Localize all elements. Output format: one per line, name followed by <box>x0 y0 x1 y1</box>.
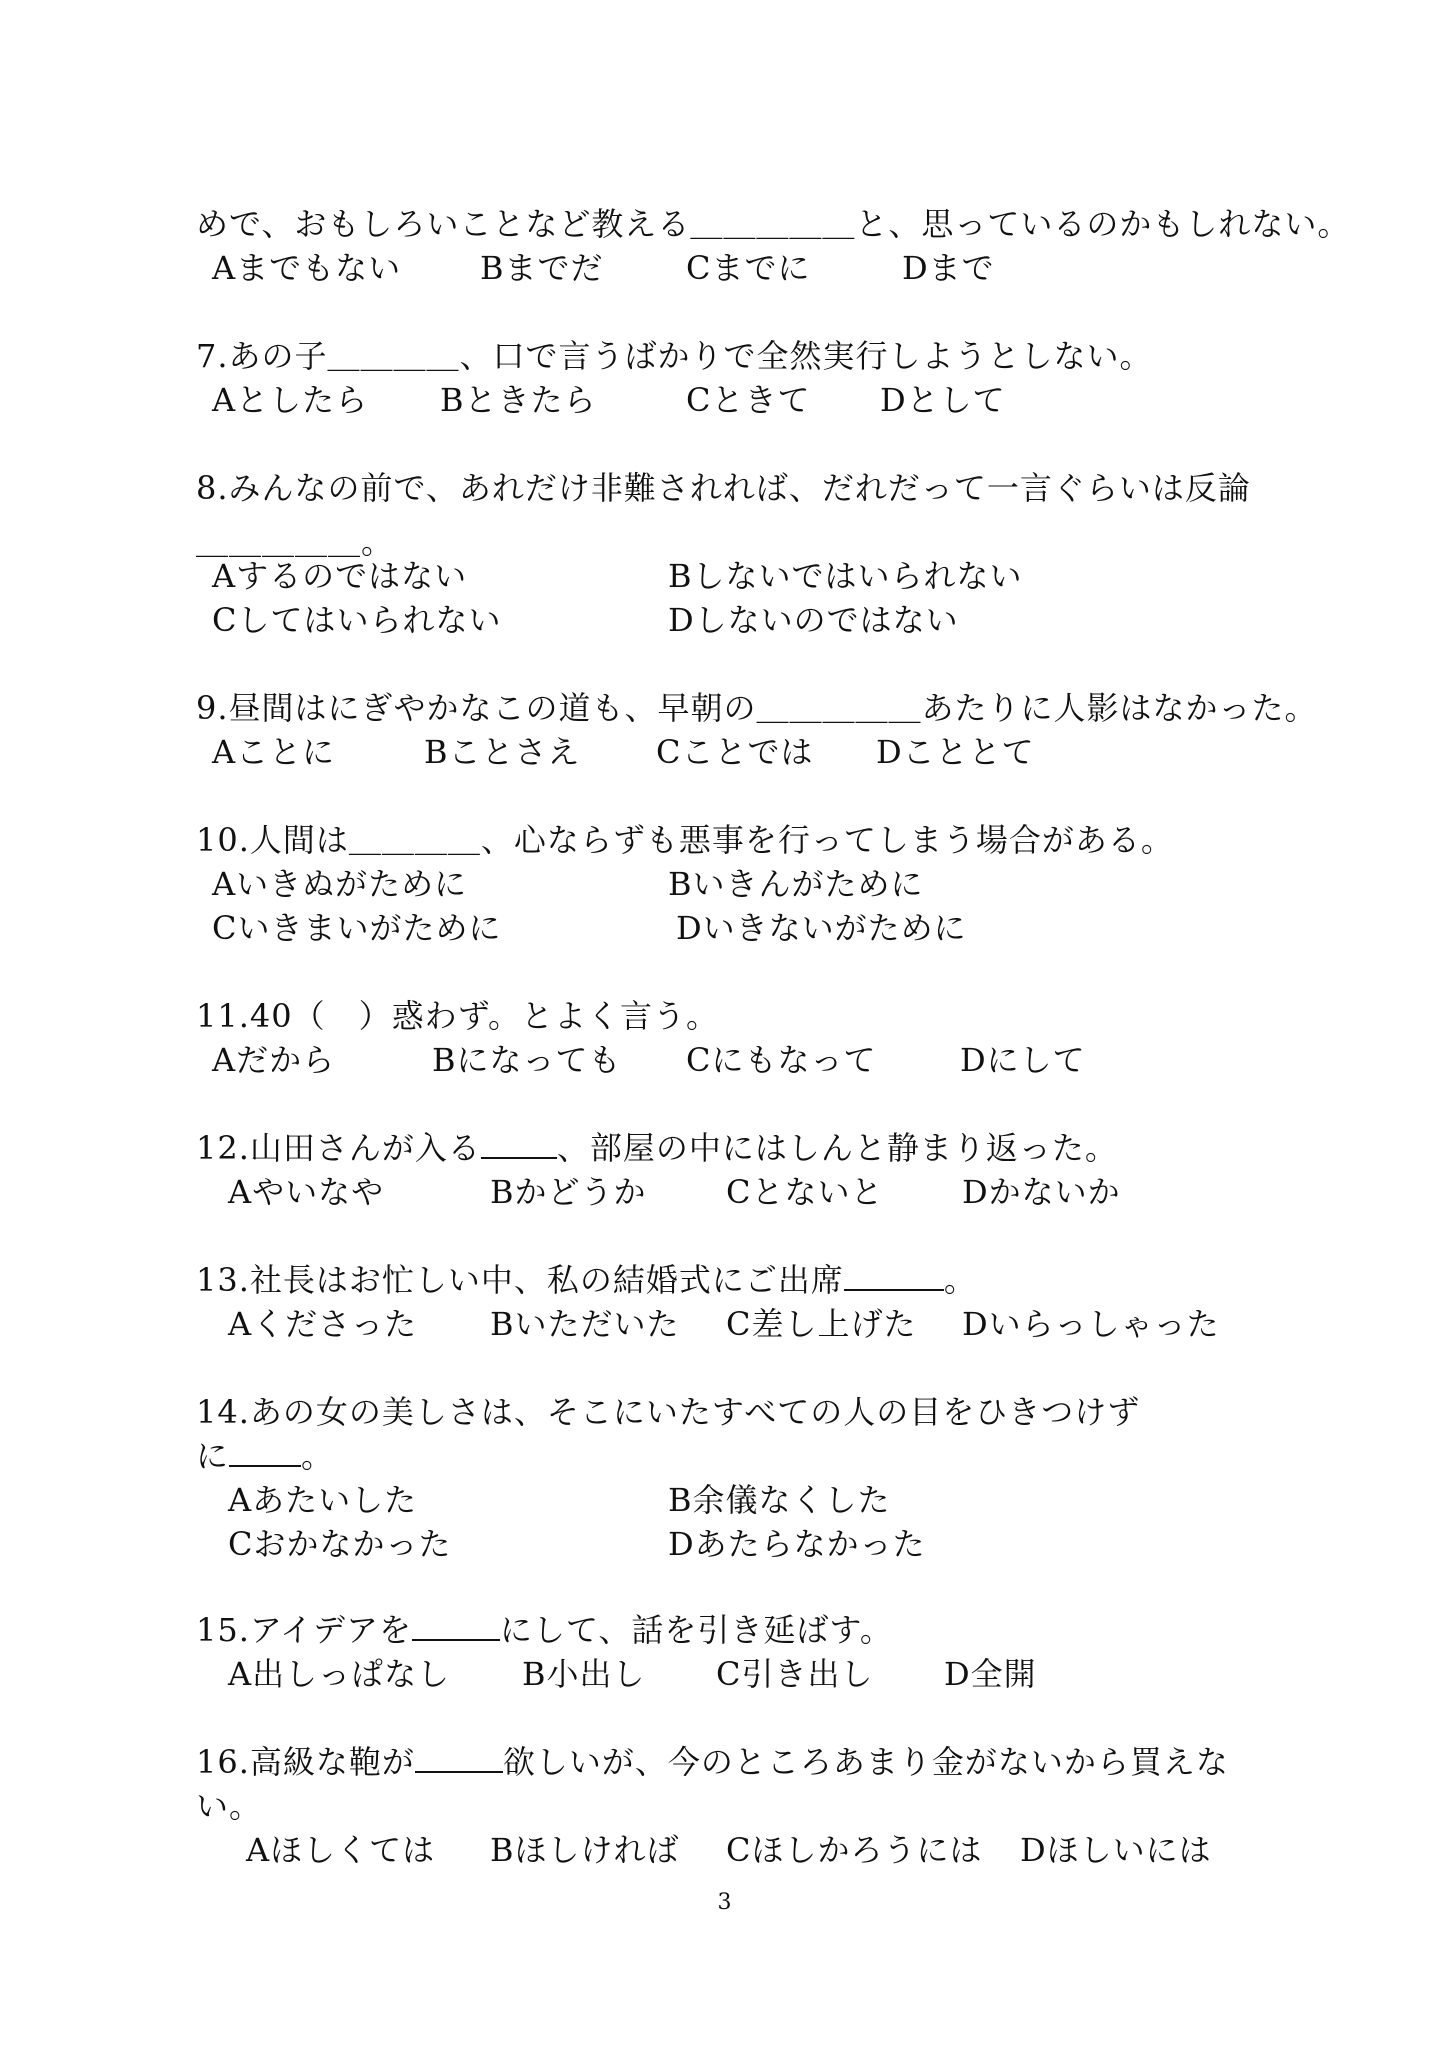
question-6 <box>196 202 1351 246</box>
stem-text-before-blank: 12.山田さんが入る <box>196 1129 481 1167</box>
option-c: Cいきまいがために <box>212 909 502 947</box>
option-a: Aことに <box>212 733 336 771</box>
option-d: Dしないのではない <box>668 601 959 639</box>
option-a: Aあたいした <box>228 1481 418 1519</box>
option-b: Bになっても <box>432 1041 622 1079</box>
question-9 <box>196 686 1318 730</box>
option-b: Bかどうか <box>490 1173 647 1211</box>
answer-blank <box>481 1127 557 1159</box>
question-stem-continued: ＿＿＿＿＿。 <box>196 523 395 561</box>
option-a: Aほしくては <box>246 1831 436 1869</box>
option-b: Bほしければ <box>490 1831 680 1869</box>
stem-text-before-blank: 16.高級な鞄が <box>196 1743 415 1781</box>
option-d: Dかないか <box>962 1173 1121 1211</box>
page-number: 3 <box>717 1890 732 1915</box>
question-11 <box>196 994 1276 1038</box>
stem-text-after-blank: にして、話を引き延ばす。 <box>500 1611 893 1649</box>
question-stem: めで、おもしろいことなど教える＿＿＿＿＿と、思っているのかもしれない。 <box>196 205 1351 243</box>
question-stem: 11.40（ ）惑わず。とよく言う。 <box>196 997 720 1035</box>
question-12 <box>196 1126 1276 1170</box>
stem-text-before-blank: 15.アイデアを <box>196 1611 413 1649</box>
option-b: Bしないではいられない <box>668 557 1023 595</box>
option-d: Dいきないがために <box>676 909 967 947</box>
question-stem-continued <box>196 1434 1276 1478</box>
option-a: Aやいなや <box>228 1173 385 1211</box>
question-15 <box>196 1608 1276 1652</box>
question-8 <box>196 466 1276 564</box>
question-stem-continued: い。 <box>196 1787 263 1825</box>
option-c: C引き出し <box>716 1655 874 1693</box>
option-a: A出しっぱなし <box>228 1655 451 1693</box>
option-c: Cまでに <box>686 249 811 287</box>
question-13 <box>196 1258 1276 1302</box>
question-stem <box>196 1126 1276 1170</box>
option-b: Bまでだ <box>480 249 604 287</box>
option-c: Cしてはいられない <box>212 601 502 639</box>
stem-text-after-blank: 。 <box>943 1261 977 1299</box>
stem-text-after-blank: 欲しいが、今のところあまり金がないから買えな <box>502 1743 1229 1781</box>
stem-text-after-blank: 、部屋の中にはしんと静まり返った。 <box>556 1129 1118 1167</box>
option-a: Aだから <box>212 1041 336 1079</box>
option-b: B余儀なくした <box>668 1481 891 1519</box>
option-d: D全開 <box>944 1655 1037 1693</box>
option-b: Bいきんがために <box>668 865 924 903</box>
answer-blank <box>844 1259 944 1291</box>
option-c: Cおかなかった <box>228 1525 452 1563</box>
option-d: Dこととて <box>876 733 1035 771</box>
option-b: B小出し <box>522 1655 646 1693</box>
option-d: Dあたらなかった <box>668 1525 926 1563</box>
stem-text-after-blank: 。 <box>301 1437 335 1475</box>
question-stem <box>196 1258 1276 1302</box>
option-d: Dとして <box>880 381 1006 419</box>
question-7 <box>196 334 1276 378</box>
question-stem: 14.あの女の美しさは、そこにいたすべての人の目をひきつけず <box>196 1393 1141 1431</box>
option-b: Bいただいた <box>490 1305 680 1343</box>
option-b: Bときたら <box>440 381 597 419</box>
option-a: Aまでもない <box>212 249 402 287</box>
option-d: Dまで <box>902 249 995 287</box>
option-d: Dにして <box>960 1041 1086 1079</box>
question-stem: 10.人間は＿＿＿＿、心ならずも悪事を行ってしまう場合がある。 <box>196 821 1174 859</box>
option-c: C差し上げた <box>726 1305 917 1343</box>
question-stem <box>196 1608 1276 1652</box>
answer-blank <box>412 1609 500 1641</box>
option-d: Dほしいには <box>1020 1831 1212 1869</box>
question-stem: 8.みんなの前で、あれだけ非難されれば、だれだって一言ぐらいは反論 <box>196 469 1251 507</box>
option-a: Aくださった <box>228 1305 418 1343</box>
question-stem: 9.昼間はにぎやかなこの道も、早朝の＿＿＿＿＿あたりに人影はなかった。 <box>196 689 1318 727</box>
option-c: Cときて <box>686 381 811 419</box>
option-c: Cにもなって <box>686 1041 877 1079</box>
option-a: Aいきぬがために <box>212 865 468 903</box>
question-stem <box>196 1740 1276 1784</box>
question-16 <box>196 1740 1276 1828</box>
option-d: Dいらっしゃった <box>962 1305 1220 1343</box>
option-c: Cとないと <box>726 1173 884 1211</box>
stem-text-before-blank: 13.社長はお忙しい中、私の結婚式にご出席 <box>196 1261 844 1299</box>
question-stem: 7.あの子＿＿＿＿、口で言うばかりで全然実行しようとしない。 <box>196 337 1153 375</box>
question-14 <box>196 1390 1276 1478</box>
option-c: Cことでは <box>656 733 814 771</box>
stem-text-before-blank: に <box>196 1437 230 1475</box>
option-c: Cほしかろうには <box>726 1831 983 1869</box>
question-10 <box>196 818 1276 862</box>
option-a: Aするのではない <box>212 557 468 595</box>
option-a: Aとしたら <box>212 381 369 419</box>
option-b: Bことさえ <box>424 733 581 771</box>
answer-blank <box>415 1741 503 1773</box>
answer-blank <box>229 1435 301 1467</box>
